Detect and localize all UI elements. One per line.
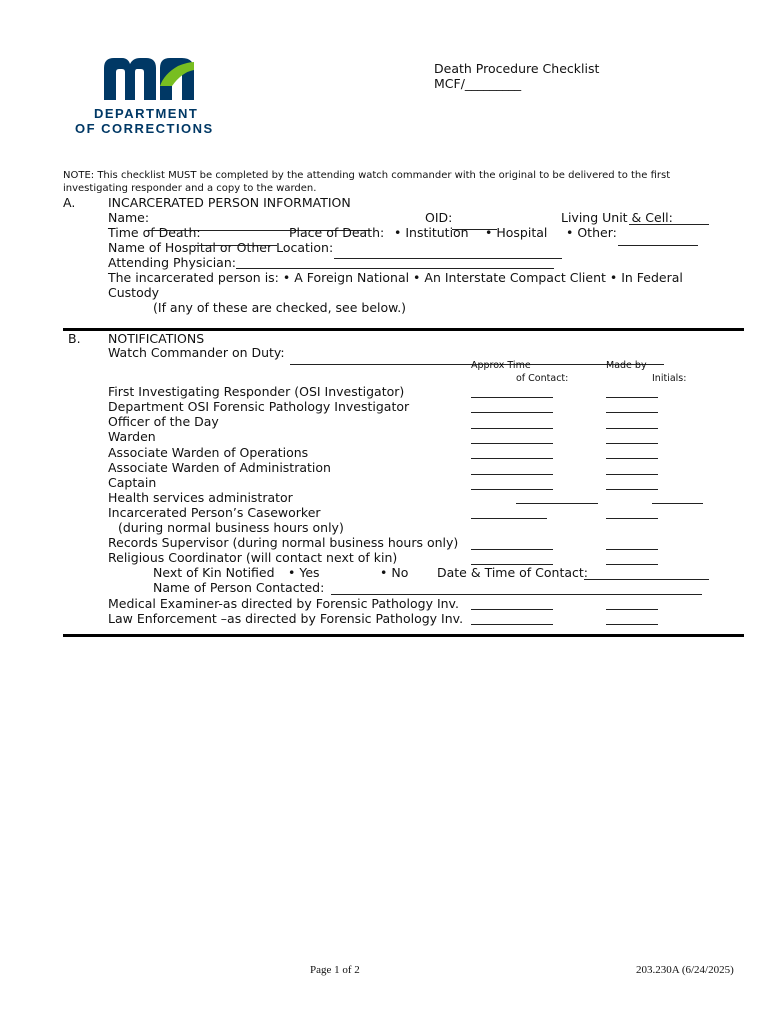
section-a-heading: INCARCERATED PERSON INFORMATION [108,195,351,210]
list-item: Associate Warden of Administration [108,460,331,475]
time-line[interactable] [471,443,553,444]
physician-label: Attending Physician: [108,255,236,270]
initials-line[interactable] [606,412,658,413]
list-item: Incarcerated Person’s Caseworker [108,505,321,520]
list-item: Religious Coordinator (will contact next of kin) [108,550,398,565]
col-made-by: Made by [606,360,647,371]
oid-label: OID: [425,210,453,225]
name-label: Name: [108,210,150,225]
list-item: First Investigating Responder (OSI Investigator) [108,384,405,399]
initials-line[interactable] [606,458,658,459]
mcf-field: MCF/_________ [434,76,522,91]
list-item-subnote: (during normal business hours only) [118,520,344,535]
next-of-kin-label: Next of Kin Notified [153,565,275,580]
logo-department: DEPARTMENT [94,106,199,121]
list-item: Officer of the Day [108,414,219,429]
list-item: Health services administrator [108,490,293,505]
physician-line[interactable] [236,268,554,269]
initials-line[interactable] [606,609,658,610]
document-title: Death Procedure Checklist [434,61,600,76]
status-line-2: Custody [108,285,160,300]
list-item: Warden [108,429,156,444]
medical-examiner-item: Medical Examiner-as directed by Forensic Pathology Inv. [108,596,459,611]
time-line[interactable] [471,518,547,519]
status-line: The incarcerated person is: • A Foreign National • An Interstate Compact Client • In Federal [108,270,683,285]
other-line[interactable] [618,245,698,246]
hospital-strike-line [195,245,277,246]
option-other[interactable]: • Other: [566,225,617,240]
initials-line[interactable] [606,428,658,429]
note-line-1: NOTE: This checklist MUST be completed by the attending watch commander with the original to be delivered to the first [63,170,671,181]
section-b-letter: B. [68,331,81,346]
hospital-location-line[interactable] [334,258,562,259]
section-divider-bottom [63,634,744,637]
col-approx-time: Approx Time [471,360,531,371]
col-of-contact: of Contact: [516,373,569,384]
time-line[interactable] [471,397,553,398]
mn-doc-logo [70,56,230,138]
initials-line[interactable] [606,549,658,550]
initials-line[interactable] [606,489,658,490]
col-initials: Initials: [652,373,687,384]
living-unit-line[interactable] [629,224,709,225]
time-line[interactable] [471,609,553,610]
list-item: Department OSI Forensic Pathology Investigator [108,399,410,414]
section-a-letter: A. [63,195,76,210]
option-yes[interactable]: • Yes [288,565,320,580]
initials-line[interactable] [606,443,658,444]
time-line[interactable] [516,503,598,504]
option-hospital[interactable]: • Hospital [485,225,548,240]
time-line[interactable] [471,489,553,490]
section-b-heading: NOTIFICATIONS [108,331,205,346]
law-enforcement-item: Law Enforcement –as directed by Forensic Pathology Inv. [108,611,464,626]
time-line[interactable] [471,428,553,429]
date-time-contact-label: Date & Time of Contact: [437,565,589,580]
option-no[interactable]: • No [380,565,409,580]
initials-line[interactable] [606,564,658,565]
list-item: Associate Warden of Operations [108,445,309,460]
initials-line[interactable] [606,624,658,625]
list-item: Captain [108,475,157,490]
time-line[interactable] [471,474,553,475]
initials-line[interactable] [652,503,703,504]
person-contacted-label: Name of Person Contacted: [153,580,325,595]
time-of-death-label: Time of Death: [108,225,201,240]
note-line-2: investigating responder and a copy to the warden. [63,183,317,194]
date-time-contact-line[interactable] [584,579,709,580]
hospital-location-label: Name of Hospital or Other Location: [108,240,334,255]
living-unit-label: Living Unit & Cell: [561,210,673,225]
form-number: 203.230A (6/24/2025) [636,964,734,976]
page-number: Page 1 of 2 [310,964,360,976]
initials-line[interactable] [606,474,658,475]
logo-of-corrections: OF CORRECTIONS [75,121,214,136]
person-contacted-line[interactable] [331,594,702,595]
time-line[interactable] [471,624,553,625]
status-note: (If any of these are checked, see below.) [153,300,407,315]
time-line[interactable] [471,458,553,459]
option-institution[interactable]: • Institution [394,225,469,240]
initials-line[interactable] [606,397,658,398]
initials-line[interactable] [606,518,658,519]
list-item: Records Supervisor (during normal business hours only) [108,535,459,550]
mn-logo-mark [102,56,202,100]
watch-commander-label: Watch Commander on Duty: [108,345,285,360]
time-line[interactable] [471,412,553,413]
time-line[interactable] [471,549,553,550]
place-of-death-label: Place of Death: [289,225,385,240]
